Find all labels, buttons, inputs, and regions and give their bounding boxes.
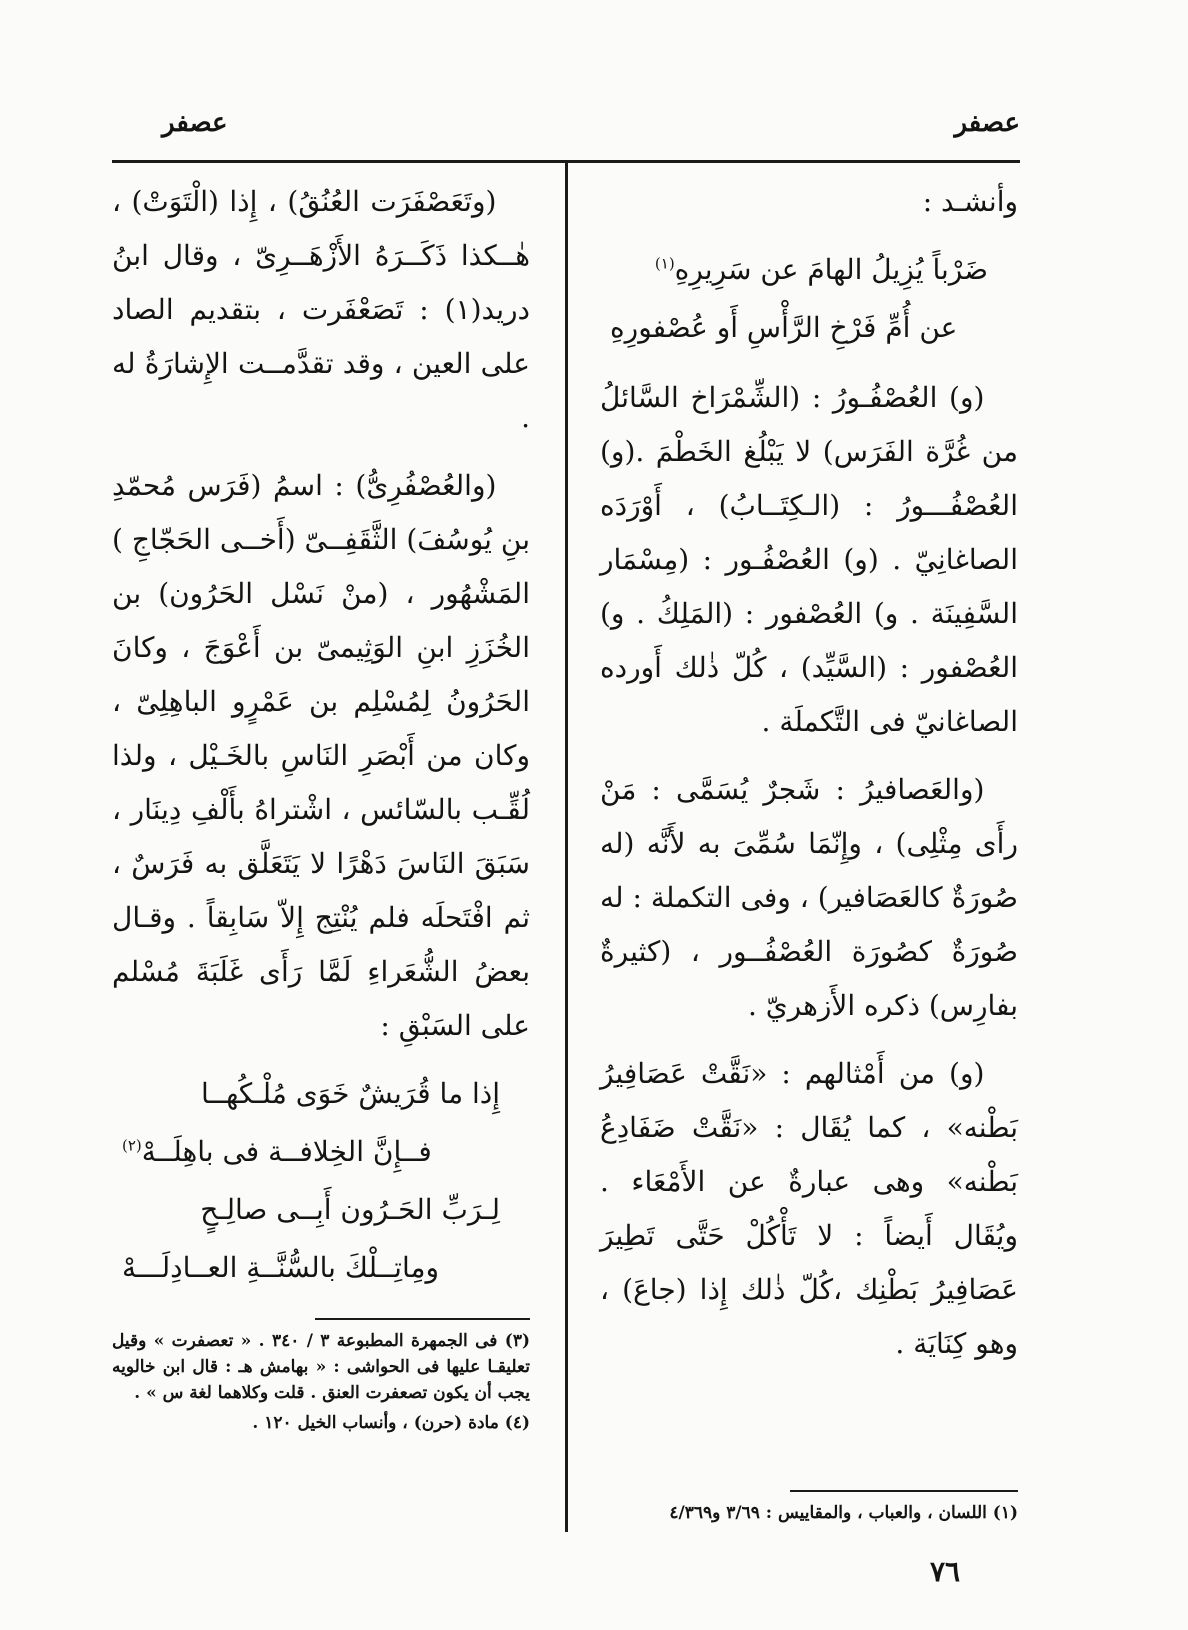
footnote: (٤) مادة (حرن) ، وأنساب الخيل ١٢٠ . xyxy=(252,1413,530,1433)
verse-line xyxy=(600,243,1018,297)
footnote-rule-left xyxy=(315,1318,530,1320)
verse-line: عن أُمِّ فَرْخِ الرَّأْسِ أَو عُصْفورِهِ xyxy=(610,311,958,344)
running-header-right: عصفر xyxy=(954,108,1020,138)
verse-text: فــإِنَّ الخِلافــة فى باهِلَــهْ xyxy=(141,1135,432,1168)
footnote-rule-right xyxy=(790,1490,1018,1492)
footnotes-left xyxy=(112,1328,530,1440)
running-header-left: عصفر xyxy=(162,108,228,138)
footnotes-right xyxy=(600,1500,1018,1530)
column-divider xyxy=(565,162,568,1532)
entry-paragraph: (وتَعَصْفَرَت العُنُقُ) ، إِذا (الْتَوَتْ) ، هٰــكذا ذَكَــرَهُ الأَزْهَــرِىّ ، وقال ابنُ دريد(١) : تَصَعْفَرت ، بتقديم الصاد على العين ، وقد تقدَّمــت الإِشارَةُ له . xyxy=(112,185,530,434)
entry-paragraph: (و) العُصْفُـورُ : (الشِّمْرَاخ السَّائلُ من غُرَّة الفَرَس) لا يَبْلُغ الخَطْمَ .(و) العُصْفُـــورُ : (الـكِتَــابُ) ، أَوْرَدَه الصاغانِيّ . (و) العُصْفُـور : (مِسْمَار السَّفِينَة . و) العُصْفور : (المَلِكُ . و) العُصْفور : (السَّيِّد) ، كُلّ ذٰلك أَورده الصاغانيّ فى التَّكملَة . xyxy=(600,381,1018,738)
verse-line xyxy=(112,1125,530,1179)
page-number: ٧٦ xyxy=(930,1555,961,1588)
entry-paragraph: (والعُصْفُرِىُّ) : اسمُ (فَرَس مُحمّدِ بنِ يُوسُفَ) الثَّقَفِــىّ (أَخــى الحَجّاجِ ) المَشْهُور ، (منْ نَسْل الحَرُون) بن الخُزَزِ ابنِ الوَثِيمىّ بن أَعْوَجَ ، وكانَ الحَرُونُ لِمُسْلِم بن عَمْرٍو الباهِلِىّ ، وكان من أَبْصَرِ النَاسِ بالخَـيْل ، ولذا لُقِّـب بالسّائس ، اشْتراهُ بأَلْفِ دِينَار ، سَبَقَ النَاسَ دَهْرًا لا يَتَعَلَّق به فَرَسٌ ، ثم افْتَحلَه فلم يُنْتِج إِلاّ سَابِقاً . وقـال بعضُ الشُّعَراءِ لَمَّا رَأَى غَلَبَةَ مُسْلم على السَبْقِ : xyxy=(112,469,530,1042)
footnote: (٣) فى الجمهرة المطبوعة ٣ / ٣٤٠ . « تعصفرت » وقيل تعليقـا عليها فى الحواشى : « بهامش هـ : قال ابن خالويه يجب أن يكون تصعفرت العنق . قلت وكلاهما لغة س » . xyxy=(112,1331,531,1403)
entry-paragraph: (و) من أَمْثالهم : «نَقَّتْ عَصَافِيرُ بَطْنه» ، كما يُقَال : «نَقَّتْ ضَفَادِعُ بَطْنه» وهى عبارةٌ عن الأَمْعَاء . ويُقَال أَيضاً : لا تَأْكُلْ حَتَّى تَطِيرَ عَصَافِيرُ بَطْنِك ،كُلّ ذٰلك إِذا (جاعَ) ، وهو كِنَايَة . xyxy=(600,1057,1018,1360)
verse-line: لِـرَبِّ الحَـرُون أَبِــى صالِـحٍ xyxy=(200,1193,500,1226)
verse-line: ومِاتِــلْكَ بالسُّنَّــةِ العــادِلَـــهْ xyxy=(122,1251,439,1284)
verse-text: ضَرْباً يُزِيلُ الهامَ عن سَرِيرِهِ xyxy=(674,253,988,286)
entry-paragraph: (والعَصافيرُ : شَجرٌ يُسَمَّى : مَنْ رأَى مِثْلِى) ، وإِنّمَا سُمِّىَ به لأَنَّه (له صُورَةٌ كالعَصَافير) ، وفى التكملة : له صُورَةٌ كصُورَة العُصْفُــور ، (كثيرةٌ بفارِس) ذكره الأَزهريّ . xyxy=(600,773,1018,1022)
left-column xyxy=(112,175,530,1299)
verse-line: إِذا ما قُرَيشٌ خَوَى مُلْـكُهــا xyxy=(201,1077,500,1110)
footnote-marker: (٢) xyxy=(122,1136,142,1155)
right-column xyxy=(600,175,1018,1385)
footnote-marker: (١) xyxy=(654,254,675,273)
intro-line: وأنشـد : xyxy=(922,185,1018,218)
footnote: (١) اللسان ، والعباب ، والمقاييس : ٣/٦٩ و٤/٣٦٩ xyxy=(669,1503,1018,1523)
